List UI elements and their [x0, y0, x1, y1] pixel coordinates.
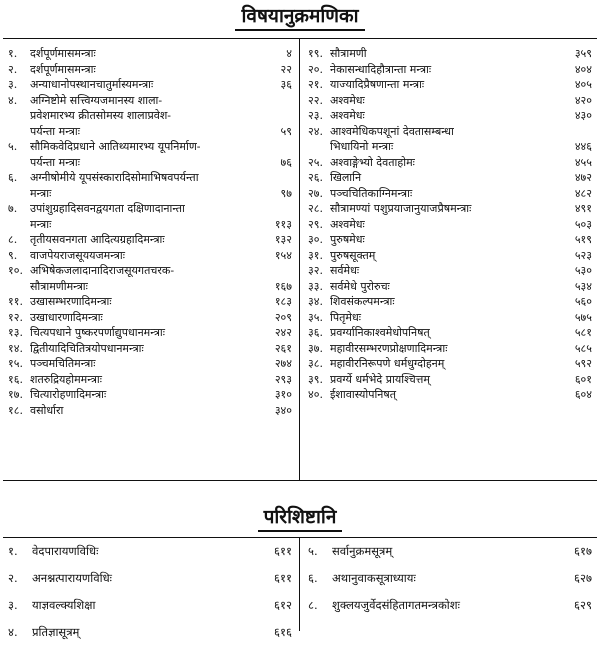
- entry-page: ५३४: [574, 279, 592, 293]
- appendix-entry: [8, 538, 292, 565]
- entry-number: २.: [8, 571, 18, 585]
- entry-title: शुक्लयजुर्वेदसंहितागतमन्त्रकोशः: [332, 598, 460, 612]
- entry-page: ५८१: [574, 326, 592, 339]
- entry-page: ५१९: [574, 233, 592, 246]
- appendix-entry: [8, 592, 292, 619]
- entry-page: ६०१: [574, 372, 592, 386]
- toc-entry: [308, 155, 592, 171]
- entry-page: ३४०: [274, 403, 292, 417]
- entry-page: ६११: [274, 571, 292, 585]
- toc-entry: [8, 201, 292, 232]
- entry-title: पितृमेधः: [330, 310, 361, 324]
- entry-number: ९.: [8, 248, 18, 262]
- appendix-title: [0, 505, 600, 532]
- entry-title: अथानुवाकसूत्राध्यायः: [332, 571, 416, 585]
- toc-entry: [308, 310, 592, 326]
- entry-page: ५६०: [574, 295, 592, 308]
- entry-page: २६१: [274, 341, 292, 355]
- entry-page: ५३०: [574, 264, 592, 277]
- entry-page: ३६: [280, 78, 292, 91]
- entry-title: याज्यादिप्रैषणान्ता मन्त्राः: [330, 78, 425, 91]
- entry-title: चित्यपधाने पुष्करपर्णाद्युपधानमन्त्राः: [30, 326, 165, 339]
- appendix-title-text: परिशिष्टानि: [258, 505, 343, 532]
- entry-page: ४०५: [574, 78, 592, 91]
- entry-page: ५९: [280, 124, 292, 138]
- entry-title: ईशावास्योपनिषत्: [330, 388, 397, 401]
- entry-number: २६.: [308, 171, 323, 184]
- entry-title: अश्वमेधः: [330, 93, 365, 107]
- entry-number: ८.: [8, 233, 18, 246]
- entry-page: ५९२: [574, 357, 592, 370]
- entry-title: महावीरनिरूपणे धर्मधुग्दोहनम्: [330, 357, 445, 370]
- entry-page: ५२३: [574, 248, 592, 262]
- entry-page: ६२९: [574, 598, 592, 612]
- entry-page: ३५९: [574, 47, 592, 60]
- entry-title: सौत्रामणी: [330, 47, 367, 60]
- entry-number: २४.: [308, 124, 323, 138]
- entry-page: ३१०: [274, 388, 292, 401]
- toc-entry: [8, 403, 292, 419]
- toc-entry: [308, 46, 592, 62]
- entry-number: २०.: [308, 62, 323, 76]
- entry-title: सौमिकवेदिप्रधाने आतिथ्यमारभ्य यूपनिर्माण- पर्यन्ता मन्त्राः: [30, 140, 201, 169]
- entry-number: ३७.: [308, 341, 323, 355]
- entry-page: १८३: [274, 295, 292, 308]
- entry-number: ३.: [8, 78, 18, 91]
- toc-entry: [8, 248, 292, 264]
- toc-right-column: [308, 46, 592, 403]
- entry-title: सर्वमेधे पुरोरुचः: [330, 279, 390, 293]
- entry-page: १५४: [274, 248, 292, 262]
- entry-page: ४८२: [574, 186, 592, 200]
- entry-page: ५८५: [574, 341, 592, 355]
- toc-title-text: विषयानुक्रमणिका: [235, 4, 364, 31]
- entry-title: उखाधारणादिमन्त्राः: [30, 310, 103, 324]
- entry-title: पुरुषमेधः: [330, 233, 365, 246]
- appendix-entry: [308, 592, 592, 619]
- appendix-entry: [8, 619, 292, 646]
- entry-title: चित्यारोहणादिमन्त्राः: [30, 388, 107, 401]
- entry-title: याज्ञवल्क्यशिक्षा: [32, 598, 96, 612]
- entry-page: ६१२: [274, 598, 292, 612]
- toc-entry: [8, 46, 292, 62]
- entry-number: ५.: [308, 544, 318, 558]
- entry-title: वेदपारायणविधिः: [32, 544, 99, 558]
- toc-entry: [8, 387, 292, 403]
- toc-entry: [8, 294, 292, 310]
- entry-number: ५.: [8, 140, 18, 153]
- toc-entry: [308, 124, 592, 155]
- entry-page: ५०३: [574, 217, 592, 231]
- entry-page: २०९: [274, 310, 292, 324]
- toc-entry: [308, 62, 592, 78]
- toc-entry: [8, 325, 292, 341]
- entry-page: ४: [286, 47, 292, 60]
- toc-entry: [8, 310, 292, 326]
- entry-number: ४.: [8, 93, 18, 107]
- entry-title: अभिषेकजलादानादिराजसूयगतचरक- सौत्रामणीमन्त्राः: [30, 264, 175, 293]
- appendix-entry: [308, 565, 592, 592]
- entry-number: ३९.: [308, 372, 323, 386]
- entry-page: ७६: [280, 155, 292, 169]
- entry-number: ७.: [8, 202, 18, 215]
- entry-title: अग्निष्टोमे सत्त्विग्यजमानस्य शाला- प्रवेशमारभ्य क्रीतसोमस्य शालाप्रवेश- पर्यन्ता मन्त्राः: [30, 93, 172, 138]
- entry-number: ३५.: [308, 310, 323, 324]
- entry-title: प्रवर्ग्ये धर्मभेदे प्रायश्चित्तम्: [330, 372, 430, 386]
- toc-entry: [308, 294, 592, 310]
- entry-page: ६१६: [274, 625, 292, 639]
- entry-title: नेकासन्धादिहौत्रान्ता मन्त्राः: [330, 62, 432, 76]
- entry-page: ११३: [274, 217, 292, 231]
- entry-title: पुरुषसूक्तम्: [330, 248, 376, 262]
- entry-number: ८.: [308, 598, 318, 612]
- entry-title: सर्वानुक्रमसूत्रम्: [332, 544, 393, 558]
- toc-entry: [308, 93, 592, 109]
- entry-number: ३.: [8, 598, 18, 612]
- toc-left-column: [8, 46, 292, 418]
- entry-page: ६१७: [574, 544, 592, 558]
- entry-number: ६.: [308, 571, 318, 585]
- entry-number: ६.: [8, 171, 18, 184]
- entry-page: ६११: [274, 544, 292, 558]
- toc-entry: [308, 263, 592, 279]
- toc-entry: [8, 170, 292, 201]
- toc-entry: [308, 356, 592, 372]
- appendix-left-column: [8, 538, 292, 646]
- entry-title: शतरुद्रियहोममन्त्राः: [30, 372, 102, 386]
- entry-page: ४५५: [574, 155, 592, 169]
- entry-title: अश्वमेधः: [330, 109, 365, 122]
- entry-page: ४७२: [574, 171, 592, 184]
- entry-title: सौत्रामण्यां पशुप्रयाजानुयाजप्रैषमन्त्राः: [330, 202, 472, 215]
- entry-number: २३.: [308, 109, 323, 122]
- entry-number: ३२.: [308, 264, 323, 277]
- entry-number: ११.: [8, 295, 23, 308]
- toc-bottom-rule: [3, 480, 597, 481]
- entry-title: द्वितीयादिचितित्रयोपधानमन्त्राः: [30, 341, 144, 355]
- entry-page: ५७५: [574, 310, 592, 324]
- entry-page: २४२: [274, 326, 292, 339]
- toc-entry: [8, 77, 292, 93]
- entry-number: १.: [8, 47, 18, 60]
- entry-number: २५.: [308, 155, 323, 169]
- entry-number: १४.: [8, 341, 23, 355]
- entry-page: २९३: [274, 372, 292, 386]
- toc-entry: [8, 263, 292, 294]
- toc-entry: [308, 279, 592, 295]
- entry-title: दर्शपूर्णमासमन्त्राः: [30, 62, 96, 76]
- appendix-entry: [8, 565, 292, 592]
- entry-number: ३१.: [308, 248, 323, 262]
- entry-number: १६.: [8, 372, 23, 386]
- entry-number: ३०.: [308, 233, 323, 246]
- toc-entry: [308, 248, 592, 264]
- entry-number: १५.: [8, 357, 23, 370]
- entry-number: २१.: [308, 78, 323, 91]
- toc-entry: [308, 325, 592, 341]
- entry-number: ३३.: [308, 279, 323, 293]
- entry-page: ९७: [280, 186, 292, 200]
- entry-number: ४.: [8, 625, 18, 639]
- entry-number: २८.: [308, 202, 323, 215]
- entry-title: सर्वमेधः: [330, 264, 360, 277]
- entry-title: महावीरसम्भरणप्रोक्षणादिमन्त्राः: [330, 341, 448, 355]
- toc-entry: [308, 341, 592, 357]
- entry-number: ३६.: [308, 326, 323, 339]
- entry-title: वाजपेयराजसूययजमन्त्राः: [30, 248, 125, 262]
- toc-entry: [308, 186, 592, 202]
- appendix-entry: [308, 538, 592, 565]
- toc-entry: [8, 62, 292, 78]
- entry-title: वसोर्धारा: [30, 403, 64, 417]
- toc-entry: [8, 139, 292, 170]
- entry-number: १३.: [8, 326, 23, 339]
- toc-column-divider: [299, 38, 300, 480]
- entry-page: १३२: [274, 233, 292, 246]
- entry-number: १२.: [8, 310, 23, 324]
- toc-entry: [308, 217, 592, 233]
- entry-title: उखासम्भरणादिमन्त्राः: [30, 295, 112, 308]
- toc-title: [0, 4, 600, 31]
- toc-entry: [308, 201, 592, 217]
- entry-title: आश्वमेधिकपशूनां देवतासम्बन्धा भिधायिनो मन्त्राः: [330, 124, 454, 153]
- entry-number: ३४.: [308, 295, 323, 308]
- entry-number: ४०.: [308, 388, 323, 401]
- entry-number: २७.: [308, 186, 323, 200]
- entry-number: २२.: [308, 93, 323, 107]
- toc-entry: [308, 387, 592, 403]
- entry-number: २९.: [308, 217, 323, 231]
- toc-entry: [8, 372, 292, 388]
- entry-number: १०.: [8, 264, 23, 277]
- entry-title: खिलानि: [330, 171, 362, 184]
- toc-entry: [308, 108, 592, 124]
- entry-page: ४३०: [574, 109, 592, 122]
- entry-title: अश्वमेधः: [330, 217, 365, 231]
- appendix-right-column: [308, 538, 592, 619]
- entry-title: दर्शपूर्णमासमन्त्राः: [30, 47, 96, 60]
- entry-page: ४०४: [574, 62, 592, 76]
- entry-title: अग्नीषोमीये यूपसंस्कारादिसोमाभिषवपर्यन्ता मन्त्राः: [30, 171, 199, 200]
- entry-title: अनश्नत्पारायणविधिः: [32, 571, 112, 585]
- entry-title: उपांशुग्रहादिसवनद्वयगता दक्षिणादानान्ता मन्त्राः: [30, 202, 185, 231]
- toc-entry: [8, 341, 292, 357]
- entry-number: १.: [8, 544, 18, 558]
- entry-number: १९.: [308, 47, 323, 60]
- toc-entry: [308, 170, 592, 186]
- toc-entry: [8, 232, 292, 248]
- entry-page: ४४६: [574, 140, 592, 153]
- entry-page: १६७: [274, 279, 292, 293]
- appendix-column-divider: [299, 537, 300, 631]
- entry-title: अश्वाङ्गेभ्यो देवताहोमः: [330, 155, 415, 169]
- entry-page: ६०४: [574, 388, 592, 401]
- entry-title: तृतीयसवनगता आदित्यग्रहादिमन्त्राः: [30, 233, 165, 246]
- entry-page: ६२७: [574, 571, 592, 585]
- entry-page: ४२०: [574, 93, 592, 107]
- entry-title: प्रवर्ग्यानिकाश्वमेधोपनिषत्: [330, 326, 430, 339]
- toc-entry: [308, 372, 592, 388]
- toc-entry: [308, 232, 592, 248]
- entry-title: शिवसंकल्पमन्त्राः: [330, 295, 395, 308]
- entry-title: पञ्चचितिकाग्निमन्त्राः: [330, 186, 413, 200]
- entry-page: ४९१: [574, 202, 592, 215]
- entry-title: अन्याधानोपस्थानचातुर्मास्यमन्त्राः: [30, 78, 154, 91]
- entry-page: २२: [280, 62, 292, 76]
- entry-number: १८.: [8, 403, 23, 417]
- entry-number: २.: [8, 62, 18, 76]
- toc-entry: [308, 77, 592, 93]
- toc-top-rule: [3, 38, 597, 39]
- toc-entry: [8, 356, 292, 372]
- entry-page: २७४: [274, 357, 292, 370]
- entry-number: १७.: [8, 388, 23, 401]
- entry-number: ३८.: [308, 357, 323, 370]
- toc-entry: [8, 93, 292, 140]
- entry-title: प्रतिज्ञासूत्रम्: [32, 625, 80, 639]
- entry-title: पञ्चमचितिमन्त्राः: [30, 357, 96, 370]
